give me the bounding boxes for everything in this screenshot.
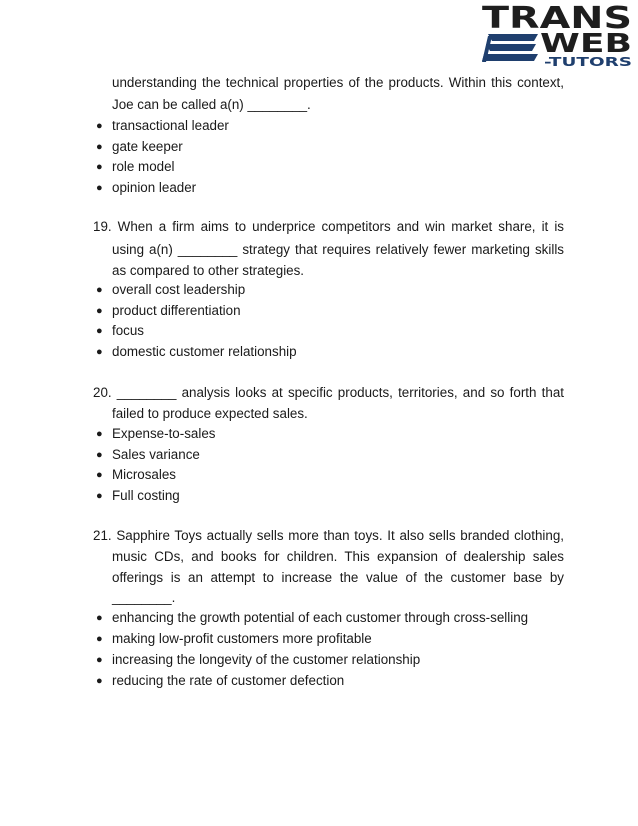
- q19-question-line-1: 19. When a firm aims to underprice competitors and win market share, it is: [93, 219, 564, 234]
- logo-line-tutors: -TUTORS: [544, 55, 632, 69]
- q20-option: ● Microsales: [96, 467, 176, 482]
- bullet-icon: ●: [96, 449, 103, 461]
- q21-question-line-2: music CDs, and books for children. This expansion of dealership sales: [112, 549, 564, 564]
- q20-question-line-1: 20. ________ analysis looks at specific products, territories, and so forth that: [93, 385, 564, 400]
- bullet-icon: ●: [96, 654, 103, 666]
- q20-question-line-2: failed to produce expected sales.: [112, 406, 308, 421]
- bullet-icon: ●: [96, 469, 103, 481]
- q21-option: ● increasing the longevity of the customer relationship: [96, 652, 421, 667]
- q21-option: ● reducing the rate of customer defection: [96, 673, 345, 688]
- q18-option: ● gate keeper: [96, 139, 183, 154]
- q21-question-line-1: 21. Sapphire Toys actually sells more than toys. It also sells branded clothing,: [93, 528, 564, 543]
- bullet-icon: ●: [96, 305, 103, 317]
- bullet-icon: ●: [96, 633, 103, 645]
- q21-question-line-4: ________.: [112, 590, 176, 605]
- logo-line-web: WEB: [540, 29, 632, 59]
- q19-question-line-2: using a(n) ________ strategy that requires relatively fewer marketing skills: [112, 242, 564, 257]
- bullet-icon: ●: [96, 182, 103, 194]
- q19-option: ● focus: [96, 323, 145, 338]
- logo-line-trans: TRANS: [482, 1, 632, 36]
- q19-question-line-3: as compared to other strategies.: [112, 263, 305, 278]
- q18-option: ● role model: [96, 159, 175, 174]
- bullet-icon: ●: [96, 428, 103, 440]
- q19-option: ● overall cost leadership: [96, 282, 246, 297]
- logo-arrow-icon: [482, 34, 538, 62]
- bullet-icon: ●: [96, 325, 103, 337]
- bullet-icon: ●: [96, 675, 103, 687]
- q18-intro-line-1: understanding the technical properties of the products. Within this context,: [112, 75, 564, 90]
- transweb-tutors-logo: [478, 0, 634, 70]
- q21-option: ● enhancing the growth potential of each customer through cross-selling: [96, 610, 529, 625]
- bullet-icon: ●: [96, 612, 103, 624]
- q21-question-line-3: offerings is an attempt to increase the value of the customer base by: [112, 570, 564, 585]
- q18-intro-line-2: Joe can be called a(n) ________.: [112, 97, 311, 112]
- bullet-icon: ●: [96, 490, 103, 502]
- bullet-icon: ●: [96, 161, 103, 173]
- bullet-icon: ●: [96, 346, 103, 358]
- bullet-icon: ●: [96, 141, 103, 153]
- q21-option: ● making low-profit customers more profitable: [96, 631, 372, 646]
- q18-option: ● opinion leader: [96, 180, 197, 195]
- q20-option: ● Expense-to-sales: [96, 426, 216, 441]
- q18-option: ● transactional leader: [96, 118, 229, 133]
- bullet-icon: ●: [96, 284, 103, 296]
- q19-option: ● domestic customer relationship: [96, 344, 297, 359]
- bullet-icon: ●: [96, 120, 103, 132]
- q20-option: ● Full costing: [96, 488, 180, 503]
- q20-option: ● Sales variance: [96, 447, 200, 462]
- q19-option: ● product differentiation: [96, 303, 241, 318]
